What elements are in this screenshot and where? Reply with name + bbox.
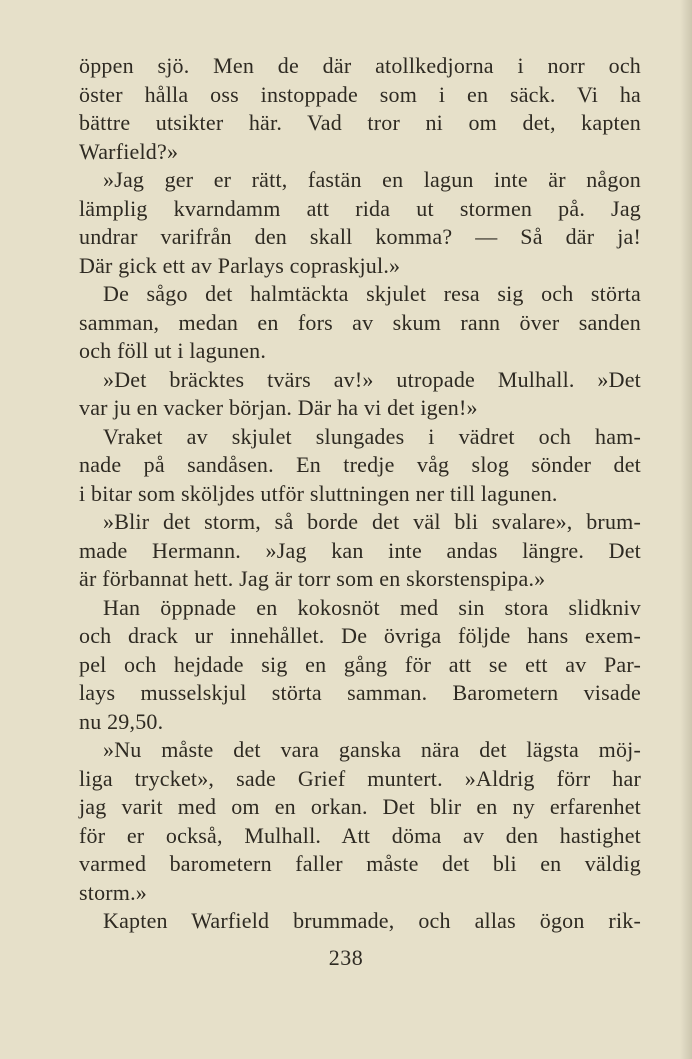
text-line: samman, medan en fors av skum rann över sanden [79, 309, 641, 335]
text-line: liga trycket», sade Grief muntert. »Aldrig förr har [79, 765, 641, 791]
text-line: Vraket av skjulet slungades i vädret och ham- [103, 423, 641, 449]
text-line: och drack ur innehållet. De övriga följde hans exem- [79, 623, 641, 648]
text-line: »Det bräcktes tvärs av!» utropade Mulhall. »Det [103, 366, 641, 392]
text-line: bättre utsikter här. Vad tror ni om det, kapten [79, 110, 641, 135]
text-line: lays musselskjul störta samman. Barometern visade [79, 680, 641, 705]
text-line: »Nu måste det vara ganska nära det lägsta möj- [103, 737, 641, 762]
text-line: nade på sandåsen. En tredje våg slog sönder det [79, 452, 641, 477]
text-line: öster hålla oss instoppade som i en säck. Vi ha [79, 81, 641, 107]
page-edge-shadow [680, 0, 692, 1059]
text-line: nu 29,50. [79, 708, 164, 734]
text-line: lämplig kvarndamm att rida ut stormen på. Jag [79, 195, 641, 221]
body-text [79, 52, 641, 936]
text-line: made Hermann. »Jag kan inte andas längre. Det [79, 537, 641, 563]
text-line: är förbannat hett. Jag är torr som en skorstenspipa.» [79, 566, 546, 591]
text-line: öppen sjö. Men de där atollkedjorna i norr och [79, 53, 641, 78]
text-line: storm.» [79, 879, 148, 905]
text-line: Där gick ett av Parlays copraskjul.» [79, 252, 401, 278]
text-line: Kapten Warfield brummade, och allas ögon rik- [103, 908, 641, 933]
text-line: Warfield?» [79, 138, 179, 164]
text-line: varmed barometern faller måste det bli en väldig [79, 851, 641, 876]
text-line: »Blir det storm, så borde det väl bli svalare», brum- [103, 509, 641, 534]
text-line: undrar varifrån den skall komma? — Så där ja! [79, 224, 641, 249]
text-line: De sågo det halmtäckta skjulet resa sig och störta [103, 281, 641, 306]
text-line: Han öppnade en kokosnöt med sin stora slidkniv [103, 594, 641, 620]
text-line: jag varit med om en orkan. Det blir en ny erfarenhet [79, 794, 641, 819]
text-line: och föll ut i lagunen. [79, 338, 267, 363]
text-line: »Jag ger er rätt, fastän en lagun inte är någon [103, 167, 641, 192]
text-line: pel och hejdade sig en gång för att se ett av Par- [79, 651, 641, 677]
page-number: 238 [328, 945, 364, 970]
text-line: i bitar som sköljdes utför sluttningen ner till lagunen. [79, 480, 558, 506]
text-line: för er också, Mulhall. Att döma av den hastighet [79, 822, 641, 848]
text-line: var ju en vacker början. Där ha vi det igen!» [79, 395, 478, 420]
